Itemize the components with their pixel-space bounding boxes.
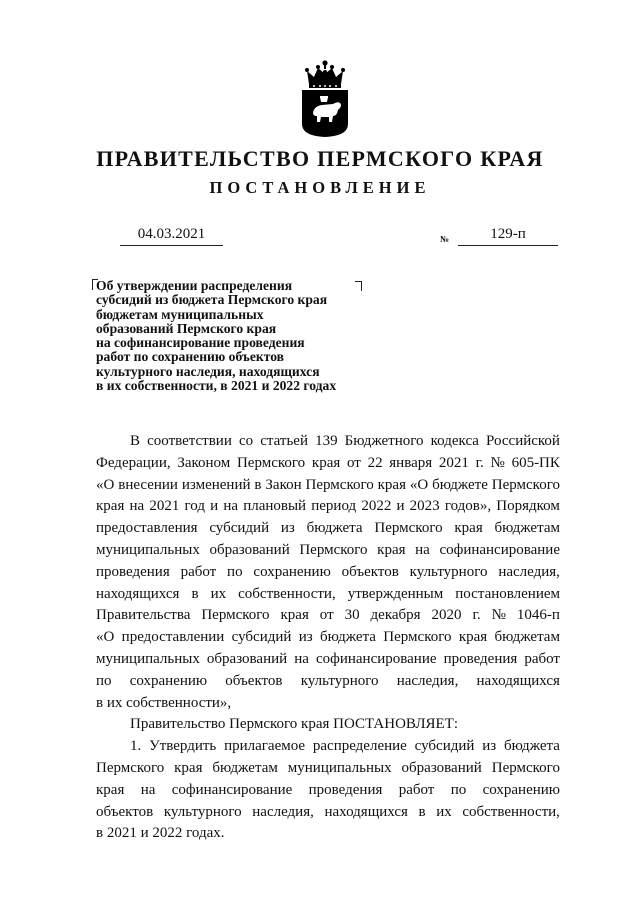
body-word: и	[210, 498, 219, 515]
body-word: декабря	[370, 607, 421, 624]
body-word: муниципальных	[96, 650, 200, 667]
body-word: внесении	[118, 476, 178, 493]
body-word: от	[319, 607, 334, 624]
body-line	[96, 453, 560, 475]
body-word: наследия,	[498, 563, 560, 580]
body-word: из	[298, 629, 313, 646]
body-word: их	[210, 585, 227, 602]
body-word: бюджета	[503, 738, 560, 755]
body-word: период	[311, 498, 357, 515]
body-line	[96, 693, 560, 715]
body-word: Бюджетного	[344, 433, 424, 449]
body-word: распределение	[312, 738, 407, 755]
body-word: находящихся	[476, 672, 560, 689]
body-word: сохранению	[482, 781, 560, 798]
subject-line: в их собственности, в 2021 и 2022 годах	[96, 378, 337, 394]
body-line	[96, 605, 560, 627]
subject-line: Об утверждении распределения	[96, 278, 293, 293]
body-word: субсидий	[231, 629, 292, 646]
body-word: в	[191, 585, 199, 602]
body-line	[96, 584, 560, 606]
body-line	[96, 627, 560, 649]
body-word: объектов	[96, 803, 154, 820]
body-word: со	[238, 433, 254, 449]
body-word: образований	[206, 650, 288, 667]
body-word: муниципальных	[287, 759, 392, 776]
body-line	[96, 671, 560, 693]
body-word: 2021	[438, 454, 469, 471]
body-word: г.	[472, 607, 481, 624]
body-word: работ	[180, 563, 217, 580]
body-word: статьей	[260, 433, 308, 449]
body-word: собственности,	[462, 803, 560, 820]
body-word: Пермского	[305, 476, 374, 493]
body-word: №	[490, 454, 505, 471]
body-word: на	[129, 498, 145, 515]
body-word: наследия,	[396, 672, 459, 689]
body-word: 605-ПК	[511, 454, 560, 471]
body-word: в	[418, 803, 426, 820]
body-word: субсидий	[414, 738, 475, 755]
body-word: 2020	[431, 607, 462, 624]
body-line	[96, 518, 560, 540]
body-line	[96, 758, 560, 780]
body-word: наследия,	[252, 803, 314, 820]
body-line	[96, 496, 560, 518]
body-word: края	[174, 759, 203, 776]
body-word: находящихся	[96, 585, 180, 602]
body-word: на	[140, 781, 156, 798]
document-date: 04.03.2021	[120, 226, 223, 246]
body-word: 2021	[149, 498, 180, 515]
body-word: культурного	[409, 563, 488, 580]
body-word: работ	[398, 781, 435, 798]
body-word: предоставлении	[121, 629, 225, 646]
body-word: 22	[367, 454, 383, 471]
body-word: 139	[315, 433, 338, 449]
body-word: по	[450, 781, 467, 798]
subject-line: на софинансирование проведения	[96, 335, 305, 351]
body-word: Правительства	[96, 607, 191, 624]
government-title: ПРАВИТЕЛЬСТВО ПЕРМСКОГО КРАЯ	[96, 146, 544, 171]
body-word: Порядком	[496, 498, 560, 515]
body-word: 1.	[130, 738, 142, 755]
body-word: Российской	[486, 433, 560, 449]
body-line	[96, 780, 560, 802]
body-word: Пермского	[96, 759, 165, 776]
body-word: прилагаемое	[224, 738, 306, 755]
body-line	[96, 540, 560, 562]
body-word: проведения	[308, 781, 383, 798]
body-word: «О	[409, 476, 429, 493]
body-word: работ	[524, 650, 560, 667]
body-word: Пермского	[383, 629, 452, 646]
body-word: бюджетам	[494, 629, 560, 646]
body-word: образований	[401, 759, 482, 776]
body-line	[96, 823, 560, 845]
body-line	[96, 431, 560, 453]
body-line	[96, 736, 560, 758]
body-word: год	[184, 498, 205, 515]
body-word: изменений	[181, 476, 251, 493]
number-sign: №	[440, 234, 450, 244]
body-word: постановлением	[455, 585, 560, 602]
body-line	[96, 562, 560, 584]
document-type: ПОСТАНОВЛЕНИЕ	[209, 178, 431, 197]
body-word: культурного	[163, 803, 242, 820]
body-line-text: Правительство Пермского края ПОСТАНОВЛЯЕТ:	[130, 716, 459, 733]
body-word: образований	[209, 541, 290, 558]
body-word: из	[280, 520, 295, 537]
body-word: Утвердить	[149, 738, 217, 755]
body-word: соответствии	[147, 433, 232, 449]
document-number: 129-п	[458, 226, 558, 246]
body-word: кодекса	[430, 433, 479, 449]
body-word: сохранению	[253, 563, 331, 580]
body-line-text: в 2021 и 2022 годах.	[96, 825, 225, 842]
body-word: Пермского	[491, 476, 560, 493]
body-word: муниципальных	[96, 541, 200, 558]
body-line	[96, 802, 560, 824]
document-subject	[96, 279, 396, 393]
body-word: по	[96, 672, 112, 689]
body-word: Пермского	[236, 454, 306, 471]
body-word: края	[377, 476, 406, 493]
body-word: по	[227, 563, 243, 580]
perm-krai-coat-of-arms-icon	[300, 58, 350, 138]
body-line	[96, 475, 560, 497]
body-word: Пермского	[374, 520, 443, 537]
body-word: на	[294, 650, 309, 667]
body-word: собственности,	[238, 585, 336, 602]
body-word: Пермского	[491, 759, 560, 776]
body-word: находящихся	[324, 803, 408, 820]
body-word: «О	[96, 476, 115, 493]
body-word: бюджета	[306, 520, 363, 537]
body-word: 30	[344, 607, 360, 624]
body-word: края	[96, 498, 125, 515]
body-word: «О	[96, 629, 115, 646]
body-word: софинансирование	[171, 781, 293, 798]
body-word: годов»,	[444, 498, 492, 515]
body-word: края	[280, 607, 309, 624]
body-word: утвержденным	[347, 585, 444, 602]
body-word: января	[389, 454, 433, 471]
body-word: на	[223, 498, 239, 515]
body-word: объектов	[341, 563, 399, 580]
body-word: 1046-п	[516, 607, 560, 624]
body-word: софинансирование	[439, 541, 560, 558]
body-word: бюджета	[320, 629, 376, 646]
subject-line: бюджетам муниципальных	[96, 306, 264, 322]
document-body	[96, 431, 560, 845]
body-word: от	[346, 454, 361, 471]
body-word: их	[436, 803, 452, 820]
body-word: из	[482, 738, 497, 755]
body-word: бюджете	[432, 476, 488, 493]
body-word: края	[377, 541, 406, 558]
subject-line: культурного наследия, находящихся	[96, 363, 320, 379]
body-word: края	[311, 454, 341, 471]
body-word: г.	[475, 454, 484, 471]
subject-line: субсидий из бюджета Пермского края	[96, 292, 328, 308]
body-word: Законом	[177, 454, 231, 471]
body-word: плановый	[243, 498, 307, 515]
body-word: №	[491, 607, 506, 624]
body-word: объектов	[225, 672, 283, 689]
body-word: сохранению	[129, 672, 208, 689]
subject-line: работ по сохранению объектов	[96, 349, 285, 365]
body-word: проведения	[96, 563, 170, 580]
body-word: бюджетам	[494, 520, 560, 537]
body-word: 2022	[361, 498, 392, 515]
body-word: проведения	[443, 650, 518, 667]
body-word: края	[458, 629, 488, 646]
body-word: Пермского	[201, 607, 270, 624]
body-word: края	[454, 520, 483, 537]
body-word: Пермского	[299, 541, 368, 558]
body-word: в	[254, 476, 262, 493]
body-word: края	[96, 781, 125, 798]
body-word: Федерации,	[96, 454, 171, 471]
body-word: на	[415, 541, 430, 558]
body-line-text: в их собственности»,	[96, 694, 232, 711]
body-word: софинансирование	[315, 650, 437, 667]
body-word: 2023	[409, 498, 440, 515]
body-word: и	[396, 498, 405, 515]
body-word: культурного	[300, 672, 379, 689]
subject-line: образований Пермского края	[96, 320, 277, 336]
body-word: В	[130, 433, 141, 449]
body-line	[96, 649, 560, 671]
body-word: субсидий	[209, 520, 270, 537]
body-word: Закон	[265, 476, 302, 493]
body-line	[96, 714, 560, 736]
body-word: бюджетам	[212, 759, 278, 776]
body-word: предоставления	[96, 520, 198, 537]
